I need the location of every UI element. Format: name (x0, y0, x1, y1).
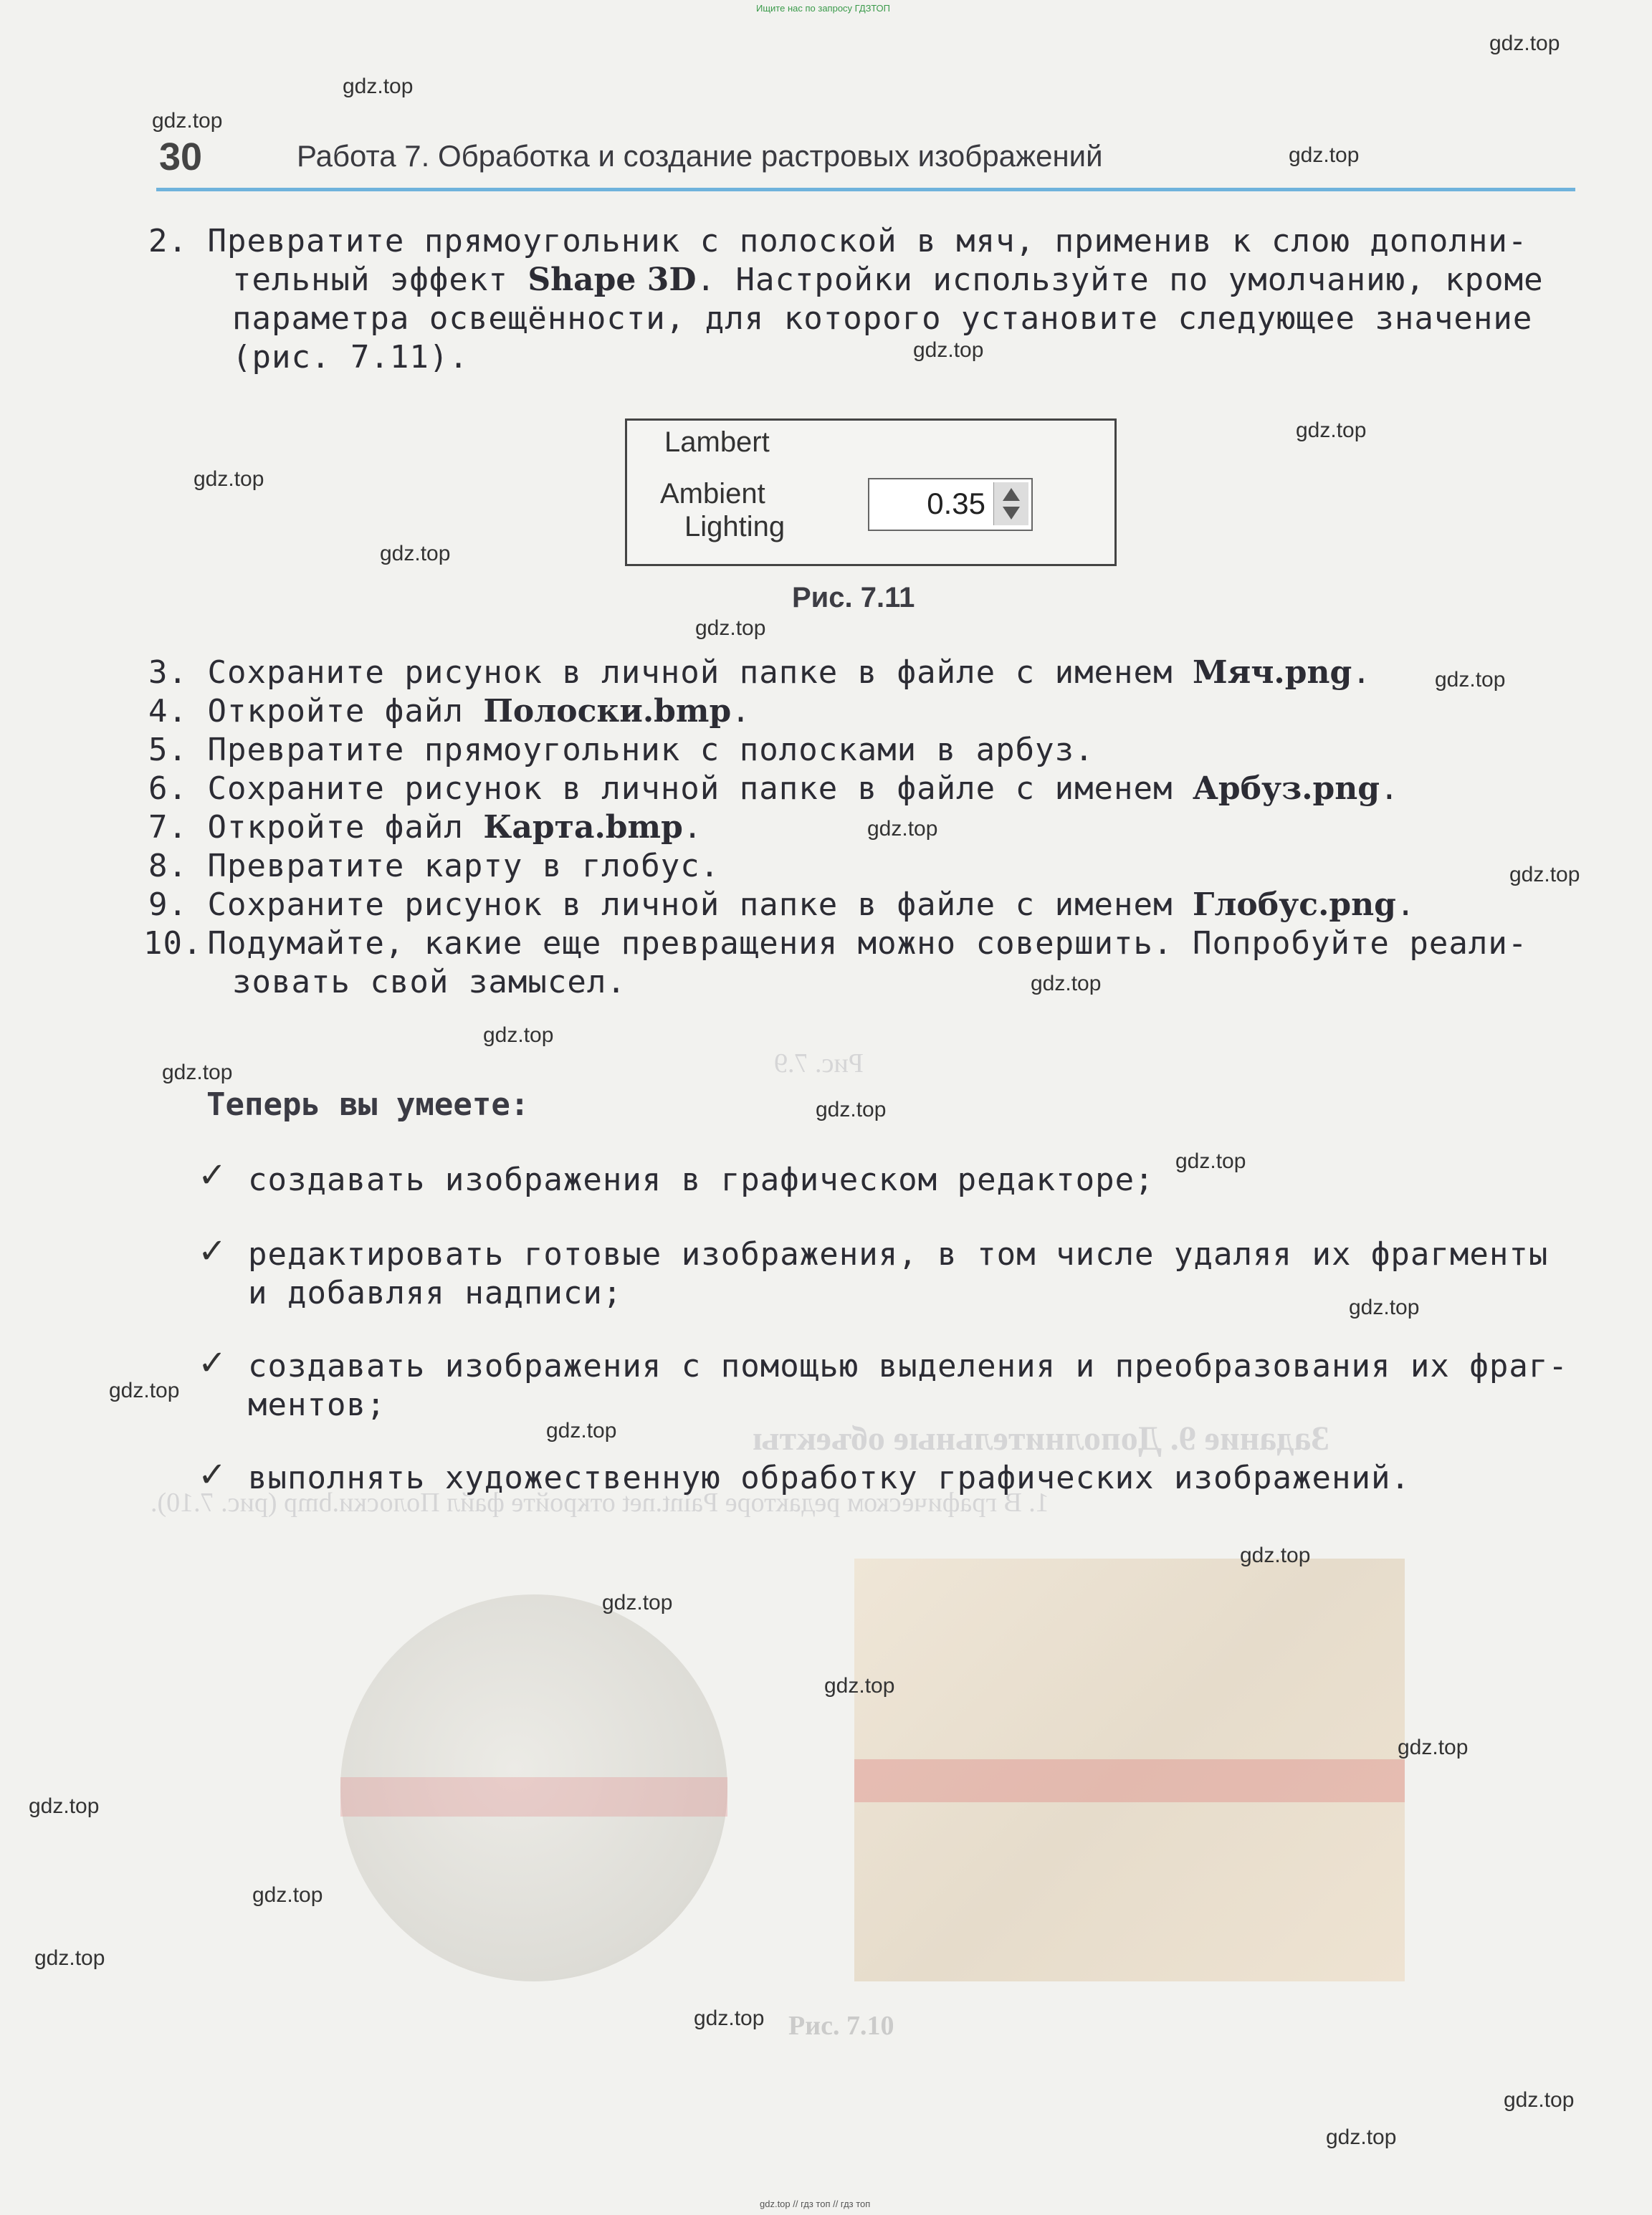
header-rule (156, 188, 1575, 191)
step-2-line-1: 2. Превратите прямоугольник с полоской в мяч, применив к слою дополни- (148, 223, 1528, 259)
watermark: gdz.top (34, 1946, 105, 1970)
watermark: gdz.top (1296, 418, 1367, 442)
step-9: 9. Сохраните рисунок в личной папке в файле с именем Глобус.png. (148, 886, 1416, 923)
lambert-settings-panel (625, 418, 1117, 566)
step-3: 3. Сохраните рисунок в личной папке в файле с именем Мяч.png. (148, 654, 1372, 691)
step-7: 7. Откройте файл Карта.bmp. (148, 809, 703, 846)
spinbox-value: 0.35 (927, 487, 985, 520)
lambert-label: Lambert (664, 426, 770, 458)
watermark: gdz.top (1349, 1296, 1420, 1319)
watermark: gdz.top (1031, 972, 1102, 995)
step-2-line-3: параметра освещённости, для которого установите следующее значение (232, 300, 1533, 337)
watermark: gdz.top (380, 542, 451, 565)
skill-item-4: выполнять художественную обработку графических изображений. (248, 1460, 1410, 1496)
check-icon: ✓ (198, 1231, 227, 1271)
watermark: gdz.top (816, 1098, 887, 1121)
bleed-fig-7-9: Рис. 7.9 (774, 1048, 864, 1078)
figure-caption-7-11: Рис. 7.11 (792, 582, 915, 613)
watermark: gdz.top (1289, 143, 1360, 167)
step-5: 5. Превратите прямоугольник с полосками в арбуз. (148, 732, 1094, 768)
step-8: 8. Превратите карту в глобус. (148, 848, 720, 884)
watermark: gdz.top (29, 1794, 100, 1818)
watermark: gdz.top (194, 467, 264, 491)
step-2-line-4: (рис. 7.11). (232, 339, 469, 375)
skill-item-2-line-2: и добавляя надписи; (248, 1275, 623, 1311)
skills-title: Теперь вы умеете: (206, 1086, 530, 1123)
watermark: gdz.top (152, 109, 223, 133)
watermark: gdz.top (109, 1379, 180, 1402)
ball-stripe (340, 1777, 727, 1817)
skill-item-3-line-1: создавать изображения с помощью выделения и преобразования их фраг- (248, 1348, 1568, 1384)
watermark: gdz.top (1240, 1544, 1311, 1567)
watermark: gdz.top (1175, 1149, 1246, 1173)
watermark: gdz.top (343, 75, 414, 98)
page-title: Работа 7. Обработка и создание растровых изображений (297, 139, 1103, 173)
step-6: 6. Сохраните рисунок в личной папке в файле с именем Арбуз.png. (148, 770, 1400, 807)
striped-rectangle-illustration (854, 1559, 1405, 1981)
step-10-line-1: 10. Подумайте, какие еще превращения можно совершить. Попробуйте реали- (143, 925, 1528, 962)
watermark: gdz.top (694, 2006, 765, 2030)
watermark: gdz.top (1326, 2125, 1397, 2149)
step-2-line-2: тельный эффект Shape 3D. Настройки используйте по умолчанию, кроме (232, 262, 1544, 298)
step-4: 4. Откройте файл Полоски.bmp. (148, 693, 751, 729)
bleed-task9: Задание 9. Дополнительные объекты (753, 1420, 1329, 1458)
check-icon: ✓ (198, 1455, 227, 1495)
bleed-task9-line: 1. В графическом редакторе Paint.net откройте файл Полоски.bmp (рис. 7.10). (151, 1488, 1049, 1518)
watermark: gdz.top (1504, 2088, 1575, 2112)
skill-item-3-line-2: ментов; (248, 1387, 386, 1423)
step-10-line-2: зовать свой замысел. (232, 964, 626, 1000)
ball-illustration (340, 1594, 727, 1981)
watermark: gdz.top (1489, 32, 1560, 55)
rectangle-stripe (854, 1759, 1405, 1802)
watermark: gdz.top (695, 616, 766, 640)
up-down-arrow-icon (994, 482, 1028, 525)
bleed-fig-7-10: Рис. 7.10 (788, 2011, 894, 2041)
watermark: gdz.top (602, 1591, 673, 1614)
check-icon: ✓ (198, 1155, 227, 1195)
watermark: gdz.top (483, 1023, 554, 1047)
watermark: gdz.top (913, 338, 984, 362)
check-icon: ✓ (198, 1343, 227, 1383)
watermark: gdz.top (546, 1419, 617, 1443)
top-note: Ищите нас по запросу ГДЗТОП (756, 3, 891, 14)
bottom-note: gdz.top // гдз топ // гдз топ (760, 2199, 871, 2209)
watermark: gdz.top (867, 817, 938, 841)
watermark: gdz.top (824, 1674, 895, 1698)
lighting-label: Lighting (684, 511, 786, 542)
spinbox-arrows[interactable] (993, 482, 1028, 525)
watermark: gdz.top (252, 1883, 323, 1907)
watermark: gdz.top (162, 1061, 233, 1084)
watermark: gdz.top (1435, 668, 1506, 692)
ambient-label: Ambient (660, 478, 765, 510)
page-number: 30 (159, 135, 203, 178)
skill-item-1: создавать изображения в графическом редакторе; (248, 1162, 1155, 1198)
watermark: gdz.top (1509, 863, 1580, 886)
watermark: gdz.top (1398, 1736, 1469, 1759)
ambient-lighting-spinbox[interactable] (868, 478, 1033, 531)
skill-item-2-line-1: редактировать готовые изображения, в том числе удаляя их фрагменты (248, 1236, 1549, 1273)
